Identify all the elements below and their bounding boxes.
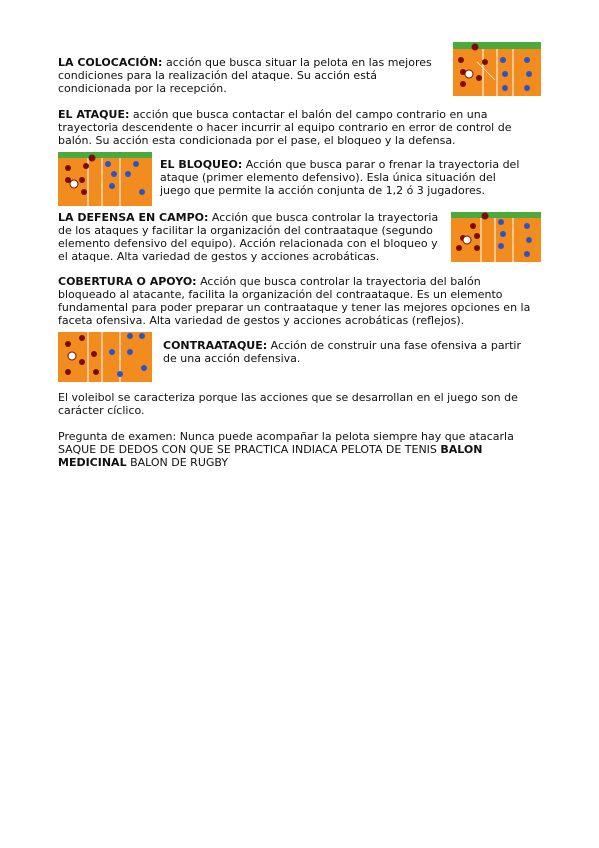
section-text: Acción que busca parar o frenar la trayectoria del ataque (primer elemento defensivo). Esla única situación del juego que permite la acción conjunta de 1,2 ó 3 jugadores. [160, 158, 520, 197]
section-text: acción que busca contactar el balón del campo contrario en una trayectoria descendente o hacer incurrir al equipo contrario en error de control de balón. Su acción esta condicionada por el pase, el bloqueo y la defensa. [58, 108, 512, 147]
section-bloqueo [160, 158, 525, 197]
exam-answer-bold: BALON MEDICINAL [58, 443, 483, 469]
court-diagram-colocacion [453, 42, 541, 96]
section-text: Acción de construir una fase ofensiva a partir de una acción defensiva. [163, 339, 521, 365]
exam-text: Pregunta de examen: Nunca puede acompañar la pelota siempre hay que atacarla SAQUE DE DEDOS CON QUE SE PRACTICA INDIACA PELOTA DE TENIS [58, 430, 514, 456]
section-contraataque [163, 339, 528, 365]
section-title: LA DEFENSA EN CAMPO: [58, 211, 209, 224]
section-ataque [58, 108, 520, 147]
section-title: COBERTURA O APOYO: [58, 275, 197, 288]
closing-paragraph [58, 391, 528, 417]
section-title: EL ATAQUE: [58, 108, 130, 121]
exam-text-end: BALON DE RUGBY [126, 456, 229, 469]
section-title: LA COLOCACIÓN: [58, 56, 163, 69]
section-text: acción que busca situar la pelota en las mejores condiciones para la realización del ataque. Su acción está condicionada por la recepción. [58, 56, 432, 95]
closing-text: El voleibol se caracteriza porque las acciones que se desarrollan en el juego son de carácter cíclico. [58, 391, 518, 417]
exam-question [58, 430, 523, 469]
section-colocacion [58, 56, 443, 95]
section-defensa-campo [58, 211, 443, 263]
court-diagram-bloqueo [58, 152, 152, 206]
section-title: EL BLOQUEO: [160, 158, 243, 171]
court-diagram-defensa [451, 212, 541, 262]
section-title: CONTRAATAQUE: [163, 339, 268, 352]
section-text: Acción que busca controlar la trayectoria de los ataques y facilitar la organización del contraataque (segundo elemento defensivo del equipo). Acción relacionada con el bloqueo y el ataque. Alta variedad de gestos y acciones acrobáticas. [58, 211, 439, 263]
section-text: Acción que busca controlar la trayectoria del balón bloqueado al atacante, facilita la organización del contraataque. Es un elemento fundamental para poder preparar un contraataque y tener las mejores opciones en la faceta ofensiva. Alta variedad de gestos y acciones acrobáticas (reflejos). [58, 275, 531, 327]
section-cobertura [58, 275, 540, 327]
court-diagram-contraataque [58, 332, 152, 382]
